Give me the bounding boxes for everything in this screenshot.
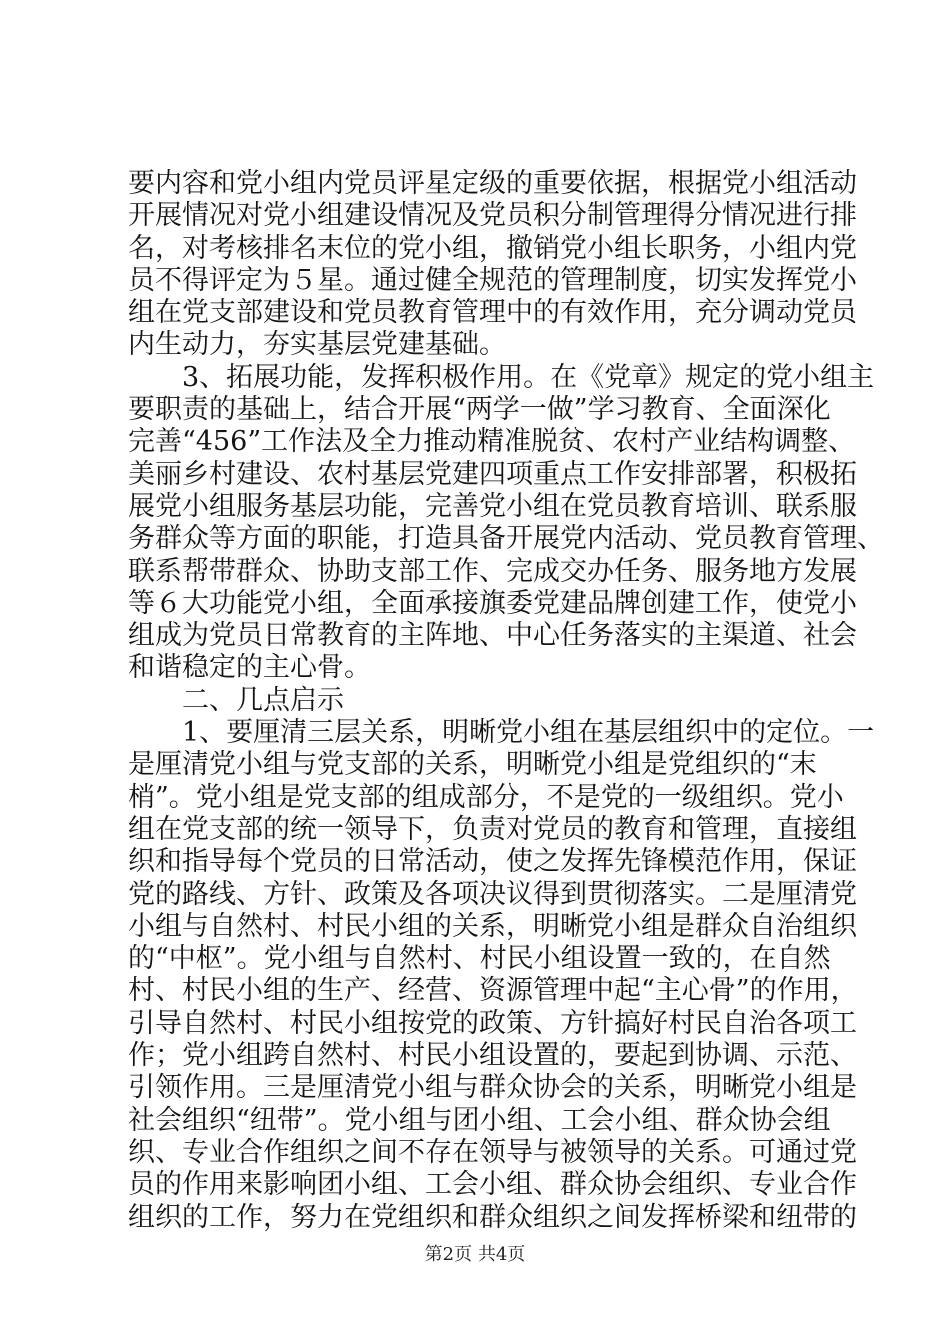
text-line: 组在党支部建设和党员教育管理中的有效作用，充分调动党员	[128, 297, 857, 329]
text-line: 3、拓展功能，发挥积极作用。在《党章》规定的党小组主	[128, 361, 875, 393]
text-line: 组在党支部的统一领导下，负责对党员的教育和管理，直接组	[128, 813, 857, 845]
text-line: 员的作用来影响团小组、工会小组、群众协会组织、专业合作	[128, 1169, 857, 1201]
text-line: 二、几点启示	[128, 684, 344, 716]
text-line: 引领作用。三是厘清党小组与群众协会的关系，明晰党小组是	[128, 1072, 857, 1104]
text-line: 织和指导每个党员的日常活动，使之发挥先锋模范作用，保证	[128, 846, 857, 878]
text-line: 开展情况对党小组建设情况及党员积分制管理得分情况进行排	[128, 200, 857, 232]
text-line: 作；党小组跨自然村、村民小组设置的，要起到协调、示范、	[128, 1040, 857, 1072]
text-line: 要内容和党小组内党员评星定级的重要依据，根据党小组活动	[128, 168, 857, 199]
text-line: 组成为党员日常教育的主阵地、中心任务落实的主渠道、社会	[128, 620, 857, 652]
text-line: 联系帮带群众、协助支部工作、完成交办任务、服务地方发展	[128, 555, 857, 587]
text-line: 梢”。党小组是党支部的组成部分，不是党的一级组织。党小	[128, 781, 844, 813]
text-line: 务群众等方面的职能，打造具备开展党内活动、党员教育管理、	[128, 523, 884, 555]
text-line: 引导自然村、村民小组按党的政策、方针搞好村民自治各项工	[128, 1007, 857, 1039]
text-line: 完善“456”工作法及全力推动精准脱贫、农村产业结构调整、	[128, 426, 856, 458]
text-line: 村、村民小组的生产、经营、资源管理中起“主心骨”的作用，	[128, 975, 858, 1007]
page-footer: 第2页 共4页	[424, 1244, 526, 1265]
text-line: 和谐稳定的主心骨。	[128, 652, 371, 684]
text-line: 员不得评定为５星。通过健全规范的管理制度，切实发挥党小	[128, 264, 857, 296]
text-line: 组织的工作，努力在党组织和群众组织之间发挥桥梁和纽带的	[128, 1201, 857, 1233]
text-line: 名，对考核排名末位的党小组，撤销党小组长职务，小组内党	[128, 232, 857, 264]
text-line: 小组与自然村、村民小组的关系，明晰党小组是群众自治组织	[128, 910, 857, 942]
text-line: 展党小组服务基层功能，完善党小组在党员教育培训、联系服	[128, 490, 857, 522]
text-line: 要职责的基础上，结合开展“两学一做”学习教育、全面深化	[128, 394, 831, 426]
body-text	[128, 168, 884, 1234]
text-line: 美丽乡村建设、农村基层党建四项重点工作安排部署，积极拓	[128, 458, 857, 490]
text-line: 内生动力，夯实基层党建基础。	[128, 329, 506, 361]
text-line: 等６大功能党小组，全面承接旗委党建品牌创建工作，使党小	[128, 587, 857, 619]
text-line: 党的路线、方针、政策及各项决议得到贯彻落实。二是厘清党	[128, 878, 857, 910]
text-line: 是厘清党小组与党支部的关系，明晰党小组是党组织的“末	[128, 749, 817, 781]
text-line: 织、专业合作组织之间不存在领导与被领导的关系。可通过党	[128, 1136, 857, 1168]
text-line: 的“中枢”。党小组与自然村、村民小组设置一致的，在自然	[128, 943, 831, 975]
text-line: 社会组织“纽带”。党小组与团小组、工会小组、群众协会组	[128, 1104, 831, 1136]
text-line: 1、要厘清三层关系，明晰党小组在基层组织中的定位。一	[128, 717, 875, 749]
